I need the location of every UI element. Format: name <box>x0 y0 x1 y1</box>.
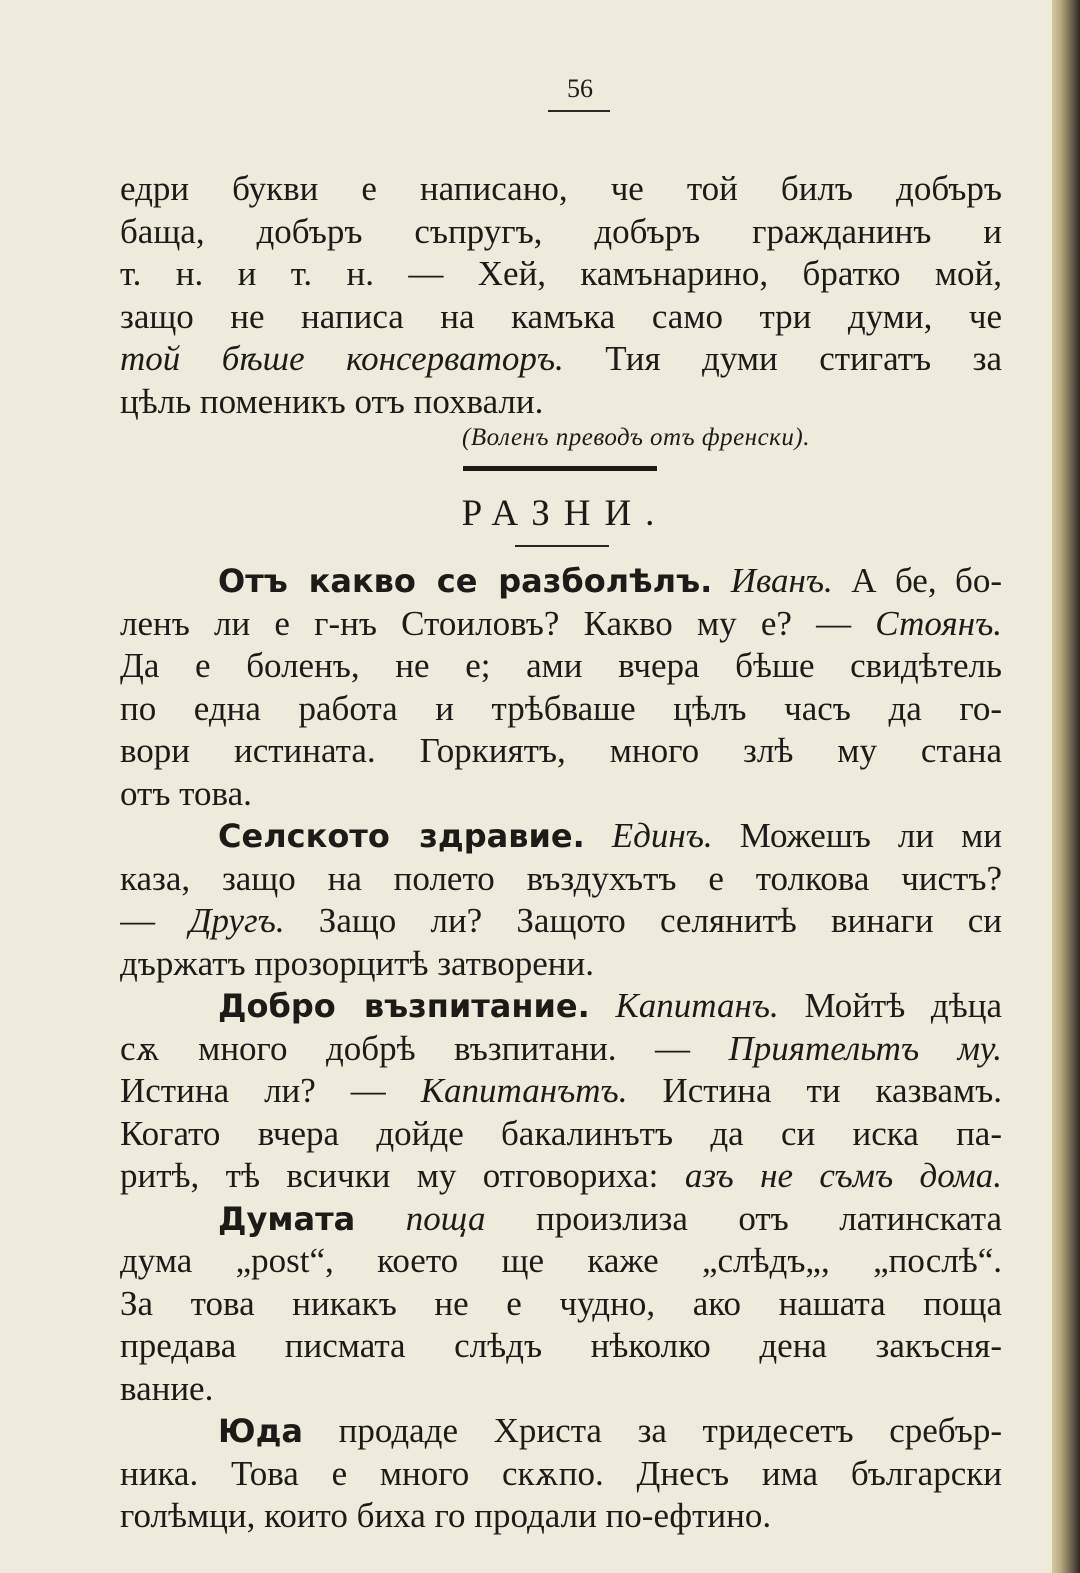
text-line: Отъ какво се разболѣлъ. Иванъ. А бе, бо- <box>218 561 1002 600</box>
page-number-rule <box>548 110 610 112</box>
text-line: Когато вчера дойде бакалинътъ да си иска па- <box>120 1113 1002 1153</box>
item-heading: Думата <box>218 1199 356 1238</box>
text-line: цѣль поменикъ отъ похвали. <box>120 381 544 421</box>
text-line: ника. Това е много скѫпо. Днесъ има български <box>120 1453 1002 1493</box>
section-divider <box>463 466 657 471</box>
speaker: Стоянъ. <box>875 603 1002 643</box>
text-line: сѫ много добрѣ възпитани. — Приятельтъ му. <box>120 1028 1002 1068</box>
text-line: той бѣше консерваторъ. Тия думи стигатъ за <box>120 339 1002 378</box>
text-line: държатъ прозорцитѣ затворени. <box>120 943 595 983</box>
text-line: защо не написа на камъка само три думи, че <box>120 296 1002 336</box>
text-line: вание. <box>120 1368 214 1408</box>
text-line: вори истината. Горкиятъ, много злѣ му стана <box>120 731 1002 770</box>
text-line: каза, защо на полето въздухътъ е толкова чистъ? <box>120 858 1002 898</box>
text-line: по една работа и трѣбваше цѣлъ часъ да го- <box>120 688 1002 728</box>
title-underline <box>515 545 609 547</box>
speaker: Другъ. <box>189 901 285 940</box>
text-line: дума „post“, което ще каже „слѣдъ„, „послѣ“. <box>120 1241 1002 1280</box>
italic-phrase: азъ не съмъ дома. <box>684 1156 1002 1195</box>
text-line: Думата поща произлиза отъ латинската <box>218 1198 1002 1238</box>
text-line: едри букви е написано, че той билъ добъръ <box>120 169 1002 208</box>
speaker: Приятельтъ му. <box>728 1028 1002 1068</box>
text-line: баща, добъръ съпругъ, добъръ гражданинъ и <box>120 211 1002 251</box>
item-heading: Юда <box>218 1412 303 1450</box>
item-heading: Отъ какво се разболѣлъ. <box>218 562 713 600</box>
item-heading: Селското здравие. <box>218 817 585 855</box>
italic-phrase: той бѣше консерваторъ. <box>120 339 564 378</box>
section-title: РАЗНИ. <box>461 493 669 534</box>
text-line: т. н. и т. н. — Хей, камънарино, братко мой, <box>120 254 1002 293</box>
italic-word: поща <box>405 1198 486 1238</box>
speaker: Единъ. <box>611 816 713 855</box>
speaker: Иванъ. <box>730 561 833 600</box>
text-line: За това никакъ не е чудно, ако нашата поща <box>120 1283 1002 1323</box>
text-line: отъ това. <box>120 773 252 813</box>
text-line: голѣмци, които биха го продали по-ефтино. <box>120 1496 772 1535</box>
text-line: предава писмата слѣдъ нѣколко дена закъсня- <box>120 1326 1002 1365</box>
continued-text <box>120 168 1002 423</box>
page-number: 56 <box>567 74 593 103</box>
text-line: Да е боленъ, не е; ами вчера бѣше свидѣтель <box>120 646 1002 685</box>
text-line: Истина ли? — Капитанътъ. Истина ти казвамъ. <box>120 1071 1002 1110</box>
attribution: (Воленъ преводъ отъ френски). <box>462 424 810 451</box>
speaker: Капитанъ. <box>615 986 779 1025</box>
speaker: Капитанътъ. <box>420 1071 628 1110</box>
text-line: — Другъ. Защо ли? Защото селянитѣ винаги си <box>120 901 1002 940</box>
text-line: ритѣ, тѣ всички му отговориха: азъ не съмъ дома. <box>120 1156 1002 1195</box>
miscellany-section <box>120 560 1002 1538</box>
text-line: Селското здравие. Единъ. Можешъ ли ми <box>218 816 1002 855</box>
book-spine-edge <box>1052 0 1080 1573</box>
text-line: Юда продаде Христа за тридесетъ сребър- <box>218 1411 1002 1450</box>
text-line: Добро възпитание. Капитанъ. Мойтѣ дѣца <box>218 986 1002 1025</box>
item-heading: Добро възпитание. <box>218 987 590 1025</box>
text-line: ленъ ли е г-нъ Стоиловъ? Какво му е? — Стоянъ. <box>120 603 1002 643</box>
